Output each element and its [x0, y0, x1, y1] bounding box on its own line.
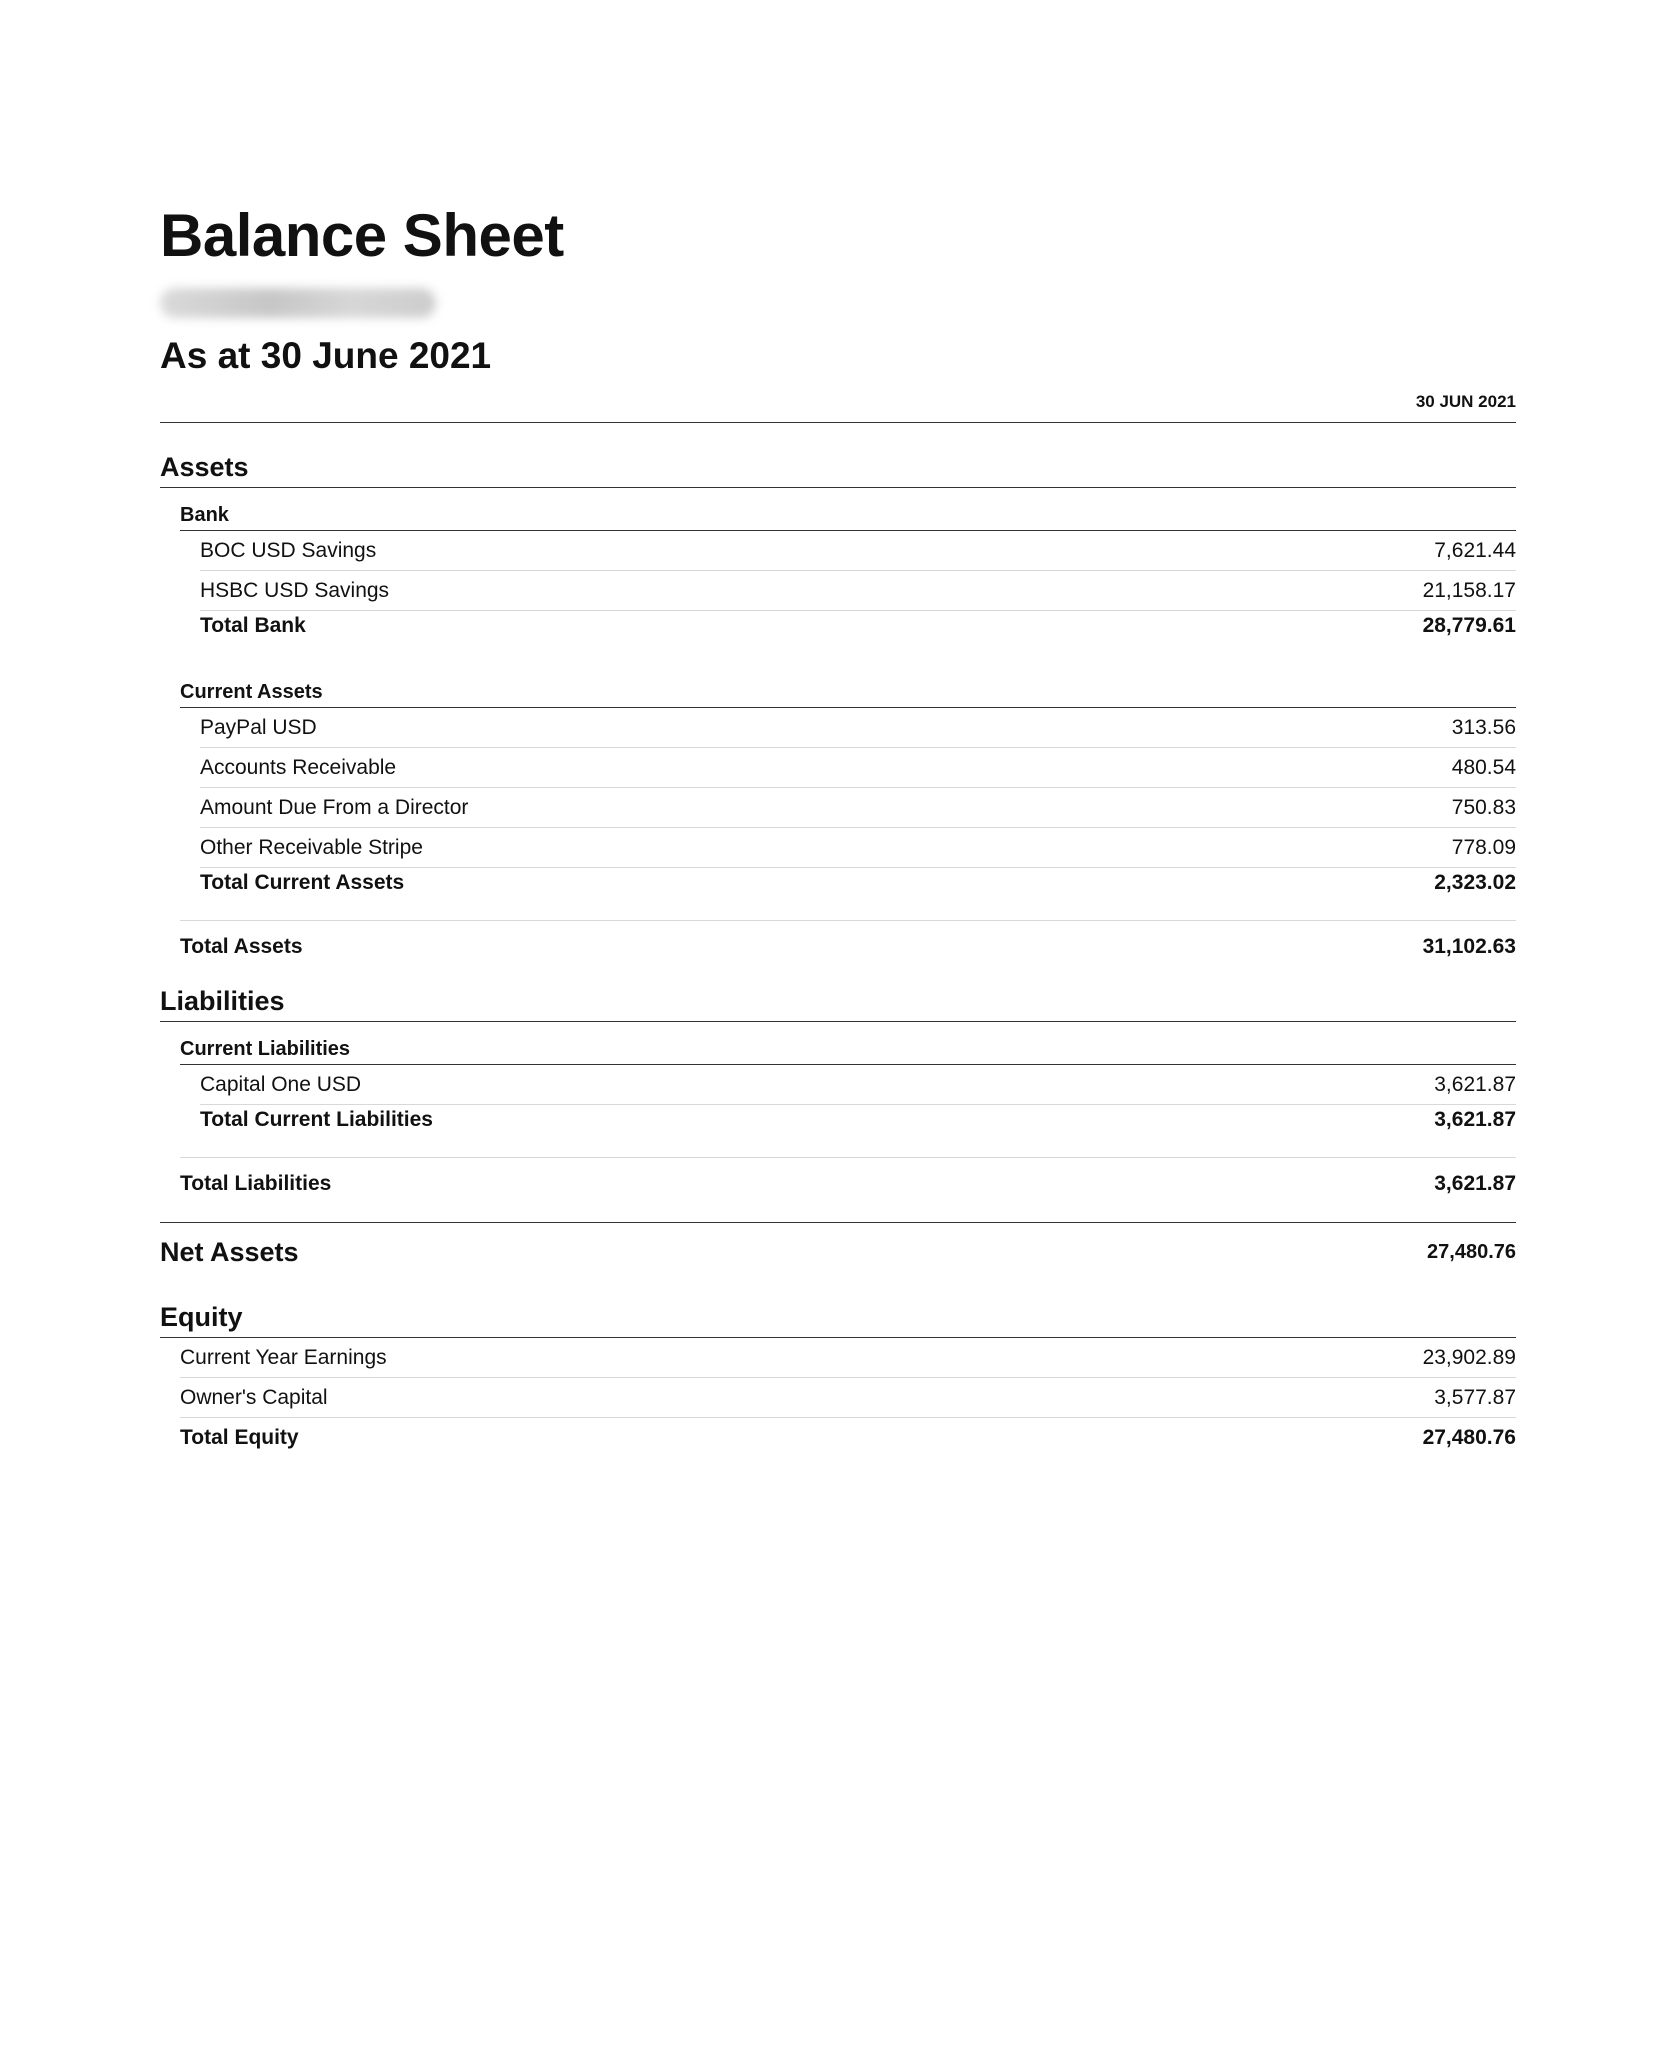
bank-group-heading: Bank: [180, 502, 1516, 531]
account-row-hsbc-usd-savings: [200, 571, 1516, 611]
total-current-liabilities-row: [200, 1105, 1516, 1135]
account-label: PayPal USD: [200, 715, 317, 739]
organization-name-redacted: [160, 288, 436, 318]
total-label: Total Current Liabilities: [200, 1108, 433, 1131]
account-amount: 21,158.17: [1422, 578, 1516, 602]
account-label: Accounts Receivable: [200, 755, 397, 779]
divider: [180, 1157, 1516, 1158]
total-bank-row: [200, 611, 1516, 641]
equity-heading: Equity: [160, 1301, 1516, 1338]
account-label: BOC USD Savings: [200, 538, 377, 562]
report-title: Balance Sheet: [160, 202, 564, 269]
account-amount: 778.09: [1451, 835, 1516, 859]
account-label: Owner's Capital: [180, 1385, 328, 1409]
total-label: Total Equity: [180, 1426, 299, 1449]
account-amount: 3,577.87: [1434, 1385, 1516, 1409]
total-amount: 27,480.76: [1422, 1426, 1516, 1449]
divider: [180, 920, 1516, 921]
total-equity-row: [180, 1418, 1516, 1458]
account-label: HSBC USD Savings: [200, 578, 390, 602]
total-amount: 3,621.87: [1434, 1108, 1516, 1131]
period-header-label: 30 JUN 2021: [1415, 392, 1516, 411]
account-row-other-receivable-stripe: [200, 828, 1516, 868]
balance-sheet-report: [160, 200, 1516, 1458]
account-label: Other Receivable Stripe: [200, 835, 423, 859]
total-label: Total Current Assets: [200, 871, 405, 894]
total-amount: 2,323.02: [1434, 871, 1516, 894]
account-row-accounts-receivable: [200, 748, 1516, 788]
total-amount: 3,621.87: [1434, 1172, 1516, 1195]
total-label: Total Liabilities: [180, 1172, 332, 1195]
total-amount: 31,102.63: [1422, 935, 1516, 958]
account-label: Amount Due From a Director: [200, 795, 469, 819]
current-liabilities-group-heading: Current Liabilities: [180, 1036, 1516, 1065]
net-assets-label: Net Assets: [160, 1236, 299, 1267]
account-row-boc-usd-savings: [200, 531, 1516, 571]
account-row-owners-capital: [180, 1378, 1516, 1418]
account-amount: 480.54: [1451, 755, 1516, 779]
report-date-subtitle: As at 30 June 2021: [160, 335, 492, 376]
account-amount: 23,902.89: [1422, 1345, 1516, 1369]
account-row-amount-due-from-director: [200, 788, 1516, 828]
total-assets-row: [180, 927, 1516, 967]
total-label: Total Assets: [180, 935, 303, 958]
total-current-assets-row: [200, 868, 1516, 898]
net-assets-row: [160, 1222, 1516, 1281]
account-row-paypal-usd: [200, 708, 1516, 748]
period-column-header: [160, 392, 1516, 423]
total-amount: 28,779.61: [1422, 614, 1516, 637]
account-amount: 313.56: [1451, 715, 1516, 739]
total-label: Total Bank: [200, 614, 306, 637]
account-amount: 7,621.44: [1434, 538, 1516, 562]
account-row-capital-one-usd: [200, 1065, 1516, 1105]
assets-heading: Assets: [160, 451, 1516, 488]
liabilities-heading: Liabilities: [160, 985, 1516, 1022]
account-row-current-year-earnings: [180, 1338, 1516, 1378]
account-amount: 3,621.87: [1434, 1072, 1516, 1096]
account-label: Capital One USD: [200, 1072, 362, 1096]
net-assets-amount: 27,480.76: [1427, 1240, 1516, 1263]
total-liabilities-row: [180, 1164, 1516, 1204]
account-amount: 750.83: [1451, 795, 1516, 819]
account-label: Current Year Earnings: [180, 1345, 387, 1369]
current-assets-group-heading: Current Assets: [180, 679, 1516, 708]
